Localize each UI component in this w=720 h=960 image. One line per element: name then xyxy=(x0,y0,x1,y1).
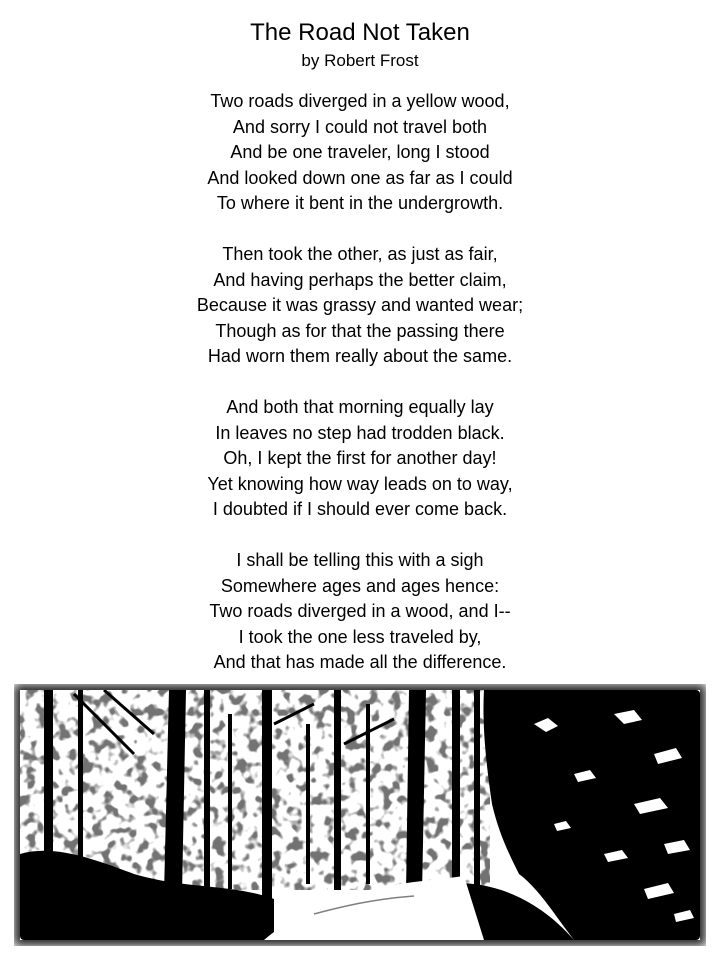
poem-line: Had worn them really about the same. xyxy=(207,346,513,367)
poem-line: And looked down one as far as I could xyxy=(207,167,513,188)
stanza-2 xyxy=(0,242,720,370)
poem-title: The Road Not Taken xyxy=(250,19,470,46)
poem-line: Yet knowing how way leads on to way, xyxy=(207,473,513,494)
poem-line: And that has made all the difference. xyxy=(213,652,507,673)
poem-line: In leaves no step had trodden black. xyxy=(215,422,505,443)
stanza-1 xyxy=(0,89,720,217)
poem-line: And both that morning equally lay xyxy=(226,396,494,417)
poem-line: Oh, I kept the first for another day! xyxy=(223,448,497,469)
stanza-3 xyxy=(0,395,720,523)
poem-line: Two roads diverged in a wood, and I-- xyxy=(209,601,511,622)
poem-line: Then took the other, as just as fair, xyxy=(222,243,498,264)
poem-line: To where it bent in the undergrowth. xyxy=(216,193,504,214)
poem-line: Two roads diverged in a yellow wood, xyxy=(210,91,510,111)
poem-header xyxy=(0,18,720,72)
woods-road-illustration xyxy=(14,684,706,946)
poem-line: Because it was grassy and wanted wear; xyxy=(196,295,524,316)
stanza-4 xyxy=(0,548,720,676)
poem-line: I took the one less traveled by, xyxy=(238,626,482,647)
poem-line: Somewhere ages and ages hence: xyxy=(220,575,500,596)
poem-line: And having perhaps the better claim, xyxy=(213,269,507,290)
poem-line: Though as for that the passing there xyxy=(215,320,505,341)
poem-body xyxy=(0,89,720,701)
poem-line: I shall be telling this with a sigh xyxy=(236,549,484,570)
poem-line: And sorry I could not travel both xyxy=(232,116,488,137)
poem-line: I doubted if I should ever come back. xyxy=(212,499,508,520)
poem-author: by Robert Frost xyxy=(301,51,419,70)
poem-line: And be one traveler, long I stood xyxy=(230,142,490,163)
